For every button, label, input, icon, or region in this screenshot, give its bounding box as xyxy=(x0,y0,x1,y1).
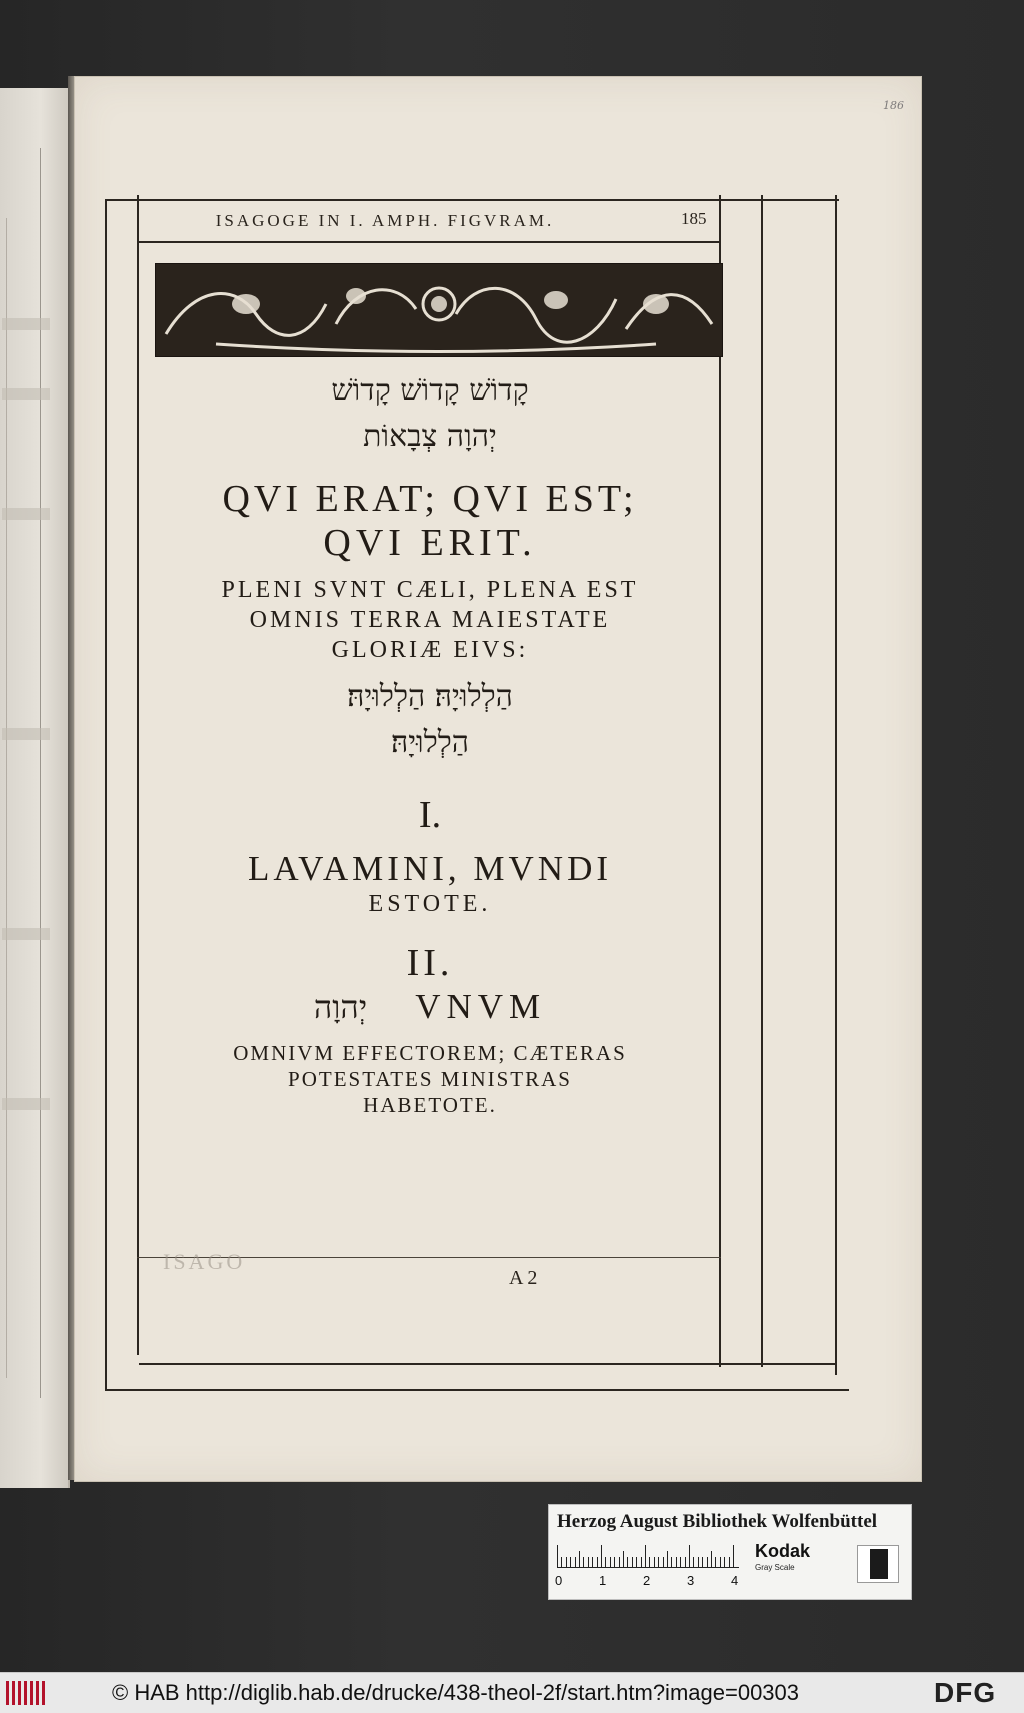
ruler-number: 1 xyxy=(599,1573,607,1588)
ruler-tick xyxy=(601,1545,602,1567)
latin-line: HABETOTE. xyxy=(363,1093,497,1117)
ruler-tick xyxy=(654,1557,655,1567)
latin-line: OMNIS TERRA MAIESTATE xyxy=(249,607,611,633)
hebrew-line-halleluyah: הַלְלוּיָהּ׃ הַלְלוּיָהּ׃ xyxy=(347,679,513,714)
ruler-tick xyxy=(614,1557,615,1567)
viewer-status-bar xyxy=(0,1672,1024,1713)
section-numeral: I. xyxy=(418,794,442,836)
latin-line: ESTOTE. xyxy=(368,891,492,917)
ruler-tick xyxy=(583,1557,584,1567)
handwritten-page-number: 186 xyxy=(883,99,904,112)
printed-frame-right-rule xyxy=(719,195,721,1367)
latin-word: VNVM xyxy=(415,987,547,1026)
ruler-tick xyxy=(566,1557,567,1567)
gray-scale-patch xyxy=(857,1545,899,1583)
latin-line: GLORIÆ EIVS: xyxy=(331,637,529,663)
ruler-tick xyxy=(680,1557,681,1567)
ruler-tick xyxy=(557,1545,558,1567)
left-facing-page-edge xyxy=(0,88,70,1488)
ruler-tick xyxy=(610,1557,611,1567)
ruler-tick xyxy=(729,1557,730,1567)
ruler-tick xyxy=(720,1557,721,1567)
ruler-tick xyxy=(636,1557,637,1567)
ruler-number: 4 xyxy=(731,1573,739,1588)
running-head: ISAGOGE IN I. AMPH. FIGVRAM. xyxy=(215,211,555,230)
printed-frame-bottom-rule xyxy=(139,1363,837,1365)
ruler-tick xyxy=(649,1557,650,1567)
ruler-tick xyxy=(693,1557,694,1567)
ruler-tick xyxy=(685,1557,686,1567)
section-numeral: II. xyxy=(406,942,454,984)
printed-frame-right-rule xyxy=(835,195,837,1375)
mixed-line xyxy=(139,987,721,1027)
printed-frame-right-rule xyxy=(761,195,763,1367)
ruler-tick xyxy=(711,1551,712,1567)
ruler-tick xyxy=(623,1551,624,1567)
library-name: Herzog August Bibliothek Wolfenbüttel xyxy=(557,1511,878,1532)
folio-number: 185 xyxy=(681,209,707,228)
ruler-tick xyxy=(597,1557,598,1567)
ruler-tick xyxy=(645,1545,646,1567)
ruler-tick xyxy=(698,1557,699,1567)
latin-line: QVI ERIT. xyxy=(323,522,537,564)
ruler-tick xyxy=(575,1557,576,1567)
ruler-tick xyxy=(605,1557,606,1567)
ruler-number: 0 xyxy=(555,1573,563,1588)
left-page-text-fragment xyxy=(2,318,50,330)
latin-line: POTESTATES MINISTRAS xyxy=(288,1067,572,1091)
left-page-text-fragment xyxy=(2,928,50,940)
ruler-tick xyxy=(658,1557,659,1567)
printed-frame-top xyxy=(105,199,839,201)
latin-line: PLENI SVNT CÆLI, PLENA EST xyxy=(221,577,639,603)
left-page-text-fragment xyxy=(2,388,50,400)
printed-frame-inner-left xyxy=(137,195,139,1355)
ruler-tick xyxy=(689,1545,690,1567)
ruler-tick xyxy=(570,1557,571,1567)
ruler-number: 3 xyxy=(687,1573,695,1588)
ruler-tick xyxy=(671,1557,672,1567)
book-page xyxy=(74,76,922,1482)
ruler-tick xyxy=(724,1557,725,1567)
left-page-frame-line xyxy=(40,148,41,1398)
left-page-text-fragment xyxy=(2,728,50,740)
latin-line: LAVAMINI, MVNDI xyxy=(248,849,612,888)
measurement-ruler xyxy=(557,1543,739,1568)
ruler-tick xyxy=(579,1551,580,1567)
bleed-through-text: ISAGO xyxy=(163,1249,246,1274)
woodcut-headpiece-ornament xyxy=(155,263,723,357)
hebrew-line-kadosh: קָדוֹשׁ קָדוֹשׁ קָדוֹשׁ xyxy=(331,373,529,408)
hab-logo-icon[interactable] xyxy=(6,1681,46,1705)
ruler-tick xyxy=(627,1557,628,1567)
hebrew-word-yhwh: יְהוָה xyxy=(313,988,368,1026)
ruler-tick xyxy=(592,1557,593,1567)
ruler-tick xyxy=(733,1545,734,1567)
ruler-tick xyxy=(641,1557,642,1567)
ruler-tick xyxy=(702,1557,703,1567)
kodak-brand: Kodak xyxy=(755,1541,811,1561)
library-color-label xyxy=(548,1504,912,1600)
running-head-rule xyxy=(137,241,721,243)
copyright-url-link[interactable]: © HAB http://diglib.hab.de/drucke/438-theol-2f/start.htm?image=00303 xyxy=(112,1680,800,1705)
left-page-text-fragment xyxy=(2,1098,50,1110)
ruler-tick xyxy=(619,1557,620,1567)
latin-line: QVI ERAT; QVI EST; xyxy=(222,478,638,520)
ruler-tick xyxy=(667,1551,668,1567)
ruler-tick xyxy=(588,1557,589,1567)
latin-line: OMNIVM EFFECTOREM; CÆTERAS xyxy=(233,1041,627,1065)
dfg-logo[interactable]: DFG xyxy=(934,1677,997,1708)
ruler-tick xyxy=(707,1557,708,1567)
ruler-number: 2 xyxy=(643,1573,651,1588)
printer-signature-mark: A 2 xyxy=(509,1267,538,1289)
kodak-gray-scale-caption: Gray Scale xyxy=(755,1563,795,1572)
ruler-tick xyxy=(663,1557,664,1567)
ruler-tick xyxy=(676,1557,677,1567)
ruler-tick xyxy=(632,1557,633,1567)
left-page-text-fragment xyxy=(2,508,50,520)
ruler-tick xyxy=(715,1557,716,1567)
hebrew-line-tzevaot: יְהוָה צְבָאוֹת xyxy=(363,419,497,454)
ruler-tick xyxy=(561,1557,562,1567)
hebrew-line-halleluyah: הַלְלוּיָהּ׃ xyxy=(390,725,470,760)
